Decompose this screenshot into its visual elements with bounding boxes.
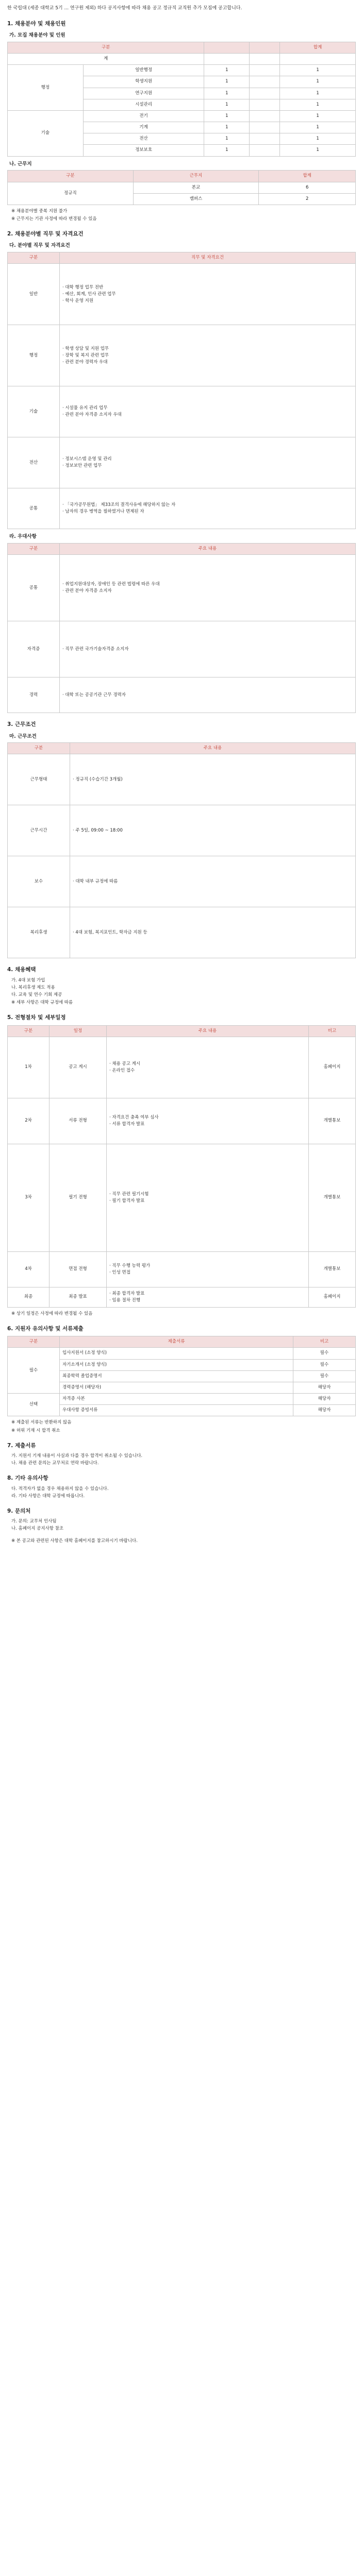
cell: 1 (204, 145, 250, 156)
subsection-title: 라. 우대사항 (9, 534, 37, 540)
cell: 개별통보 (309, 1144, 356, 1251)
list-item: 가. 지원서 기재 내용이 사실과 다를 경우 합격이 취소될 수 있습니다. (11, 1453, 143, 1459)
note: ※ 근무지는 기관 사정에 따라 변경될 수 있음 (11, 216, 97, 222)
cell: 최종학력 졸업증명서 (60, 1370, 293, 1382)
cell: 필수 (8, 1348, 60, 1394)
cell: 보수 (8, 856, 70, 907)
table-row (8, 1382, 356, 1393)
cell (250, 145, 280, 156)
cell: 1 (204, 122, 250, 133)
cell: 필수 (293, 1370, 356, 1382)
cell: 공고 게시 (50, 1037, 107, 1098)
table-row (8, 1037, 356, 1098)
cell: · 정보시스템 운영 및 관리 · 정보보안 관련 업무 (60, 437, 356, 488)
cell: · 주 5일, 09:00 ~ 18:00 (70, 805, 356, 856)
cell: 자격증 사본 (60, 1394, 293, 1405)
col-header: 주요 내용 (107, 1025, 309, 1037)
section-title: 9. 문의처 (7, 1508, 31, 1515)
benefit-list (11, 977, 356, 999)
cell (250, 88, 280, 99)
col-header: 구분 (8, 171, 134, 182)
cell: 자기소개서 (소정 양식) (60, 1359, 293, 1370)
cell: 홈페이지 (309, 1287, 356, 1307)
list-item: 나. 홈페이지 공지사항 참조 (11, 1526, 64, 1532)
cell: 필수 (293, 1359, 356, 1370)
section-title: 1. 채용분야 및 채용인원 (7, 20, 66, 27)
note: ※ 채용분야별 중복 지원 불가 (11, 208, 68, 214)
cell (250, 76, 280, 88)
section-title: 6. 지원자 유의사항 및 서류제출 (7, 1325, 84, 1332)
cell: 1 (204, 76, 250, 88)
cell: 행정 (8, 65, 84, 111)
list-item: 가. 4대 보험 가입 (11, 977, 45, 983)
subsection-title: 나. 근무지 (9, 161, 32, 167)
col-header: 비고 (309, 1025, 356, 1037)
cell: 선택 (8, 1394, 60, 1416)
cell: 최종 발표 (50, 1287, 107, 1307)
cell: 정규직 (8, 182, 134, 205)
cell: 공통 (8, 488, 60, 529)
cell: · 대학 내부 규정에 따름 (70, 856, 356, 907)
cell: 기계 (83, 122, 204, 133)
col-header (204, 42, 250, 53)
footer-note: ※ 본 공고와 관련된 사항은 대학 홈페이지를 참고하시기 바랍니다. (11, 1538, 138, 1544)
recruit-table (7, 42, 356, 157)
cell: · 「국가공무원법」 제33조의 결격사유에 해당하지 않는 자 · 남자의 경우 병역을 필하였거나 면제된 자 (60, 488, 356, 529)
cell: 6 (259, 182, 356, 193)
cell: 개별통보 (309, 1251, 356, 1287)
note: ※ 세부 사항은 대학 규정에 따름 (11, 1000, 73, 1006)
cell: 계 (8, 54, 204, 65)
cell: 4차 (8, 1251, 50, 1287)
cell: 필기 전형 (50, 1144, 107, 1251)
cell: · 대학 행정 업무 전반 · 예산, 회계, 인사 관련 업무 · 학사 운영 지원 (60, 264, 356, 325)
cell: · 직무 관련 필기시험 · 필기 합격자 발표 (107, 1144, 309, 1251)
note: ※ 상기 일정은 사정에 따라 변경될 수 있음 (11, 1311, 93, 1316)
cell: 경력 (8, 677, 60, 713)
table-row (8, 325, 356, 386)
cell: 서류 전형 (50, 1098, 107, 1144)
table-row (8, 264, 356, 325)
section-title: 4. 채용혜택 (7, 967, 36, 973)
section-title: 7. 제출서류 (7, 1442, 36, 1449)
cell: · 4대 보험, 복지포인트, 학자금 지원 등 (70, 907, 356, 958)
cell: 전기 (83, 110, 204, 122)
cell: 경력증명서 (해당자) (60, 1382, 293, 1393)
table-row (8, 386, 356, 437)
section-title: 5. 전형절차 및 세부일정 (7, 1014, 66, 1021)
cell: 전산 (83, 133, 204, 145)
table-row (8, 754, 356, 805)
table-row (8, 65, 356, 76)
cell: 1 (280, 145, 356, 156)
cell: 1 (204, 65, 250, 76)
col-header: 구분 (8, 1336, 60, 1348)
cell: 1 (280, 88, 356, 99)
cell: · 정규직 (수습기간 3개월) (70, 754, 356, 805)
cell: · 최종 합격자 발표 · 임용 절차 진행 (107, 1287, 309, 1307)
etc-list (11, 1453, 356, 1467)
etc-list (11, 1486, 356, 1500)
schedule-table (7, 1025, 356, 1308)
cell: 1차 (8, 1037, 50, 1098)
col-header: 구분 (8, 544, 60, 555)
duty-table (7, 252, 356, 529)
table-row (8, 1144, 356, 1251)
cell (250, 133, 280, 145)
cell: 학생지원 (83, 76, 204, 88)
list-item: 가. 문의: 교무처 인사팀 (11, 1519, 57, 1524)
cell: 공통 (8, 555, 60, 621)
cell: · 대학 또는 공공기관 근무 경력자 (60, 677, 356, 713)
cell: 1 (204, 110, 250, 122)
table-row (8, 1359, 356, 1370)
cell: 개별통보 (309, 1098, 356, 1144)
cell: 1 (280, 65, 356, 76)
cell: 1 (280, 76, 356, 88)
cell: 1 (280, 122, 356, 133)
contact-list (11, 1518, 356, 1532)
table-row (8, 437, 356, 488)
col-header: 구분 (8, 252, 60, 264)
cell: 행정 (8, 325, 60, 386)
documents-table (7, 1336, 356, 1416)
table-row (8, 1405, 356, 1416)
table-row (8, 1348, 356, 1359)
intro-text: 한 국립대 (세종 대학교 5기 ... 연구원 제외) 하다 공지사항에 따라 채용 공고 정규직 교직원 추가 모집에 공고합니다. (7, 6, 242, 11)
cell: 연구지원 (83, 88, 204, 99)
section-title: 8. 기타 유의사항 (7, 1475, 48, 1482)
cell: · 채용 공고 게시 · 온라인 접수 (107, 1037, 309, 1098)
subsection-title: 다. 분야별 직무 및 자격요건 (9, 243, 70, 249)
cell: 해당자 (293, 1405, 356, 1416)
col-header: 구분 (8, 743, 70, 754)
col-header: 합계 (280, 42, 356, 53)
cell (250, 99, 280, 110)
cell: 본교 (133, 182, 259, 193)
cell: 정보보호 (83, 145, 204, 156)
table-row (8, 1370, 356, 1382)
cell: · 직무 관련 국가기술자격증 소지자 (60, 621, 356, 677)
cell: 해당자 (293, 1394, 356, 1405)
cell: 자격증 (8, 621, 60, 677)
table-row (8, 805, 356, 856)
cell: 기술 (8, 110, 84, 156)
cell: · 학생 상담 및 지원 업무 · 장학 및 복지 관련 업무 · 관련 분야 경력자 우대 (60, 325, 356, 386)
table-row (8, 182, 356, 193)
cell: 캠퍼스 (133, 193, 259, 205)
table-row (8, 110, 356, 122)
cell: 2 (259, 193, 356, 205)
cell: 근무시간 (8, 805, 70, 856)
col-header: 근무지 (133, 171, 259, 182)
note: ※ 허위 기재 시 합격 취소 (11, 1428, 60, 1433)
col-header: 일정 (50, 1025, 107, 1037)
table-row (8, 1251, 356, 1287)
cell: 필수 (293, 1348, 356, 1359)
list-item: 다. 교육 및 연수 기회 제공 (11, 992, 62, 998)
list-item: 나. 채용 관련 문의는 교무처로 연락 바랍니다. (11, 1461, 99, 1466)
col-header (250, 42, 280, 53)
workplace-table (7, 170, 356, 205)
table-row (8, 856, 356, 907)
cell: 복리후생 (8, 907, 70, 958)
cell: 1 (204, 133, 250, 145)
cell: 3차 (8, 1144, 50, 1251)
cell: 최종 (8, 1287, 50, 1307)
cell: 기술 (8, 386, 60, 437)
cell: 해당자 (293, 1382, 356, 1393)
col-header: 구분 (8, 1025, 50, 1037)
col-header: 합계 (259, 171, 356, 182)
list-item: 라. 기타 사항은 대학 규정에 따릅니다. (11, 1493, 85, 1499)
table-row (8, 1287, 356, 1307)
table-row (8, 54, 356, 65)
section-title: 2. 채용분야별 직무 및 자격요건 (7, 231, 84, 238)
cell: 시설관리 (83, 99, 204, 110)
subsection-title: 마. 근무조건 (9, 733, 37, 739)
cell: 1 (280, 99, 356, 110)
col-header: 주요 내용 (60, 544, 356, 555)
table-row (8, 488, 356, 529)
condition-table (7, 742, 356, 958)
cell (250, 122, 280, 133)
cell: 2차 (8, 1098, 50, 1144)
cell: 근무형태 (8, 754, 70, 805)
table-row (8, 621, 356, 677)
col-header: 제출서류 (60, 1336, 293, 1348)
cell: 1 (280, 110, 356, 122)
table-row (8, 1098, 356, 1144)
cell: · 직무 수행 능력 평가 · 인성 면접 (107, 1251, 309, 1287)
cell: 1 (204, 99, 250, 110)
col-header: 구분 (8, 42, 204, 53)
table-row (8, 677, 356, 713)
table-row (8, 1394, 356, 1405)
cell: · 자격요건 충족 여부 심사 · 서류 합격자 발표 (107, 1098, 309, 1144)
cell: 입사지원서 (소정 양식) (60, 1348, 293, 1359)
cell: 1 (204, 88, 250, 99)
cell: · 취업지원대상자, 장애인 등 관련 법령에 따른 우대 · 관련 분야 자격증 소지자 (60, 555, 356, 621)
table-row (8, 907, 356, 958)
cell: 전산 (8, 437, 60, 488)
table-row (8, 555, 356, 621)
col-header: 직무 및 자격요건 (60, 252, 356, 264)
col-header: 비고 (293, 1336, 356, 1348)
note: ※ 제출된 서류는 반환하지 않음 (11, 1420, 72, 1426)
cell: 일반행정 (83, 65, 204, 76)
cell: 우대사항 증빙서류 (60, 1405, 293, 1416)
cell (250, 65, 280, 76)
cell: · 시설물 유지 관리 업무 · 관련 분야 자격증 소지자 우대 (60, 386, 356, 437)
subsection-title: 가. 모집 채용분야 및 인원 (9, 32, 65, 39)
cell: 일반 (8, 264, 60, 325)
col-header: 주요 내용 (70, 743, 356, 754)
preference-table (7, 543, 356, 713)
cell: 홈페이지 (309, 1037, 356, 1098)
cell (250, 110, 280, 122)
list-item: 나. 복리후생 제도 적용 (11, 985, 55, 990)
list-item: 다. 적격자가 없을 경우 채용하지 않을 수 있습니다. (11, 1486, 109, 1492)
section-title: 3. 근무조건 (7, 721, 36, 728)
cell: 면접 전형 (50, 1251, 107, 1287)
cell: 1 (280, 133, 356, 145)
